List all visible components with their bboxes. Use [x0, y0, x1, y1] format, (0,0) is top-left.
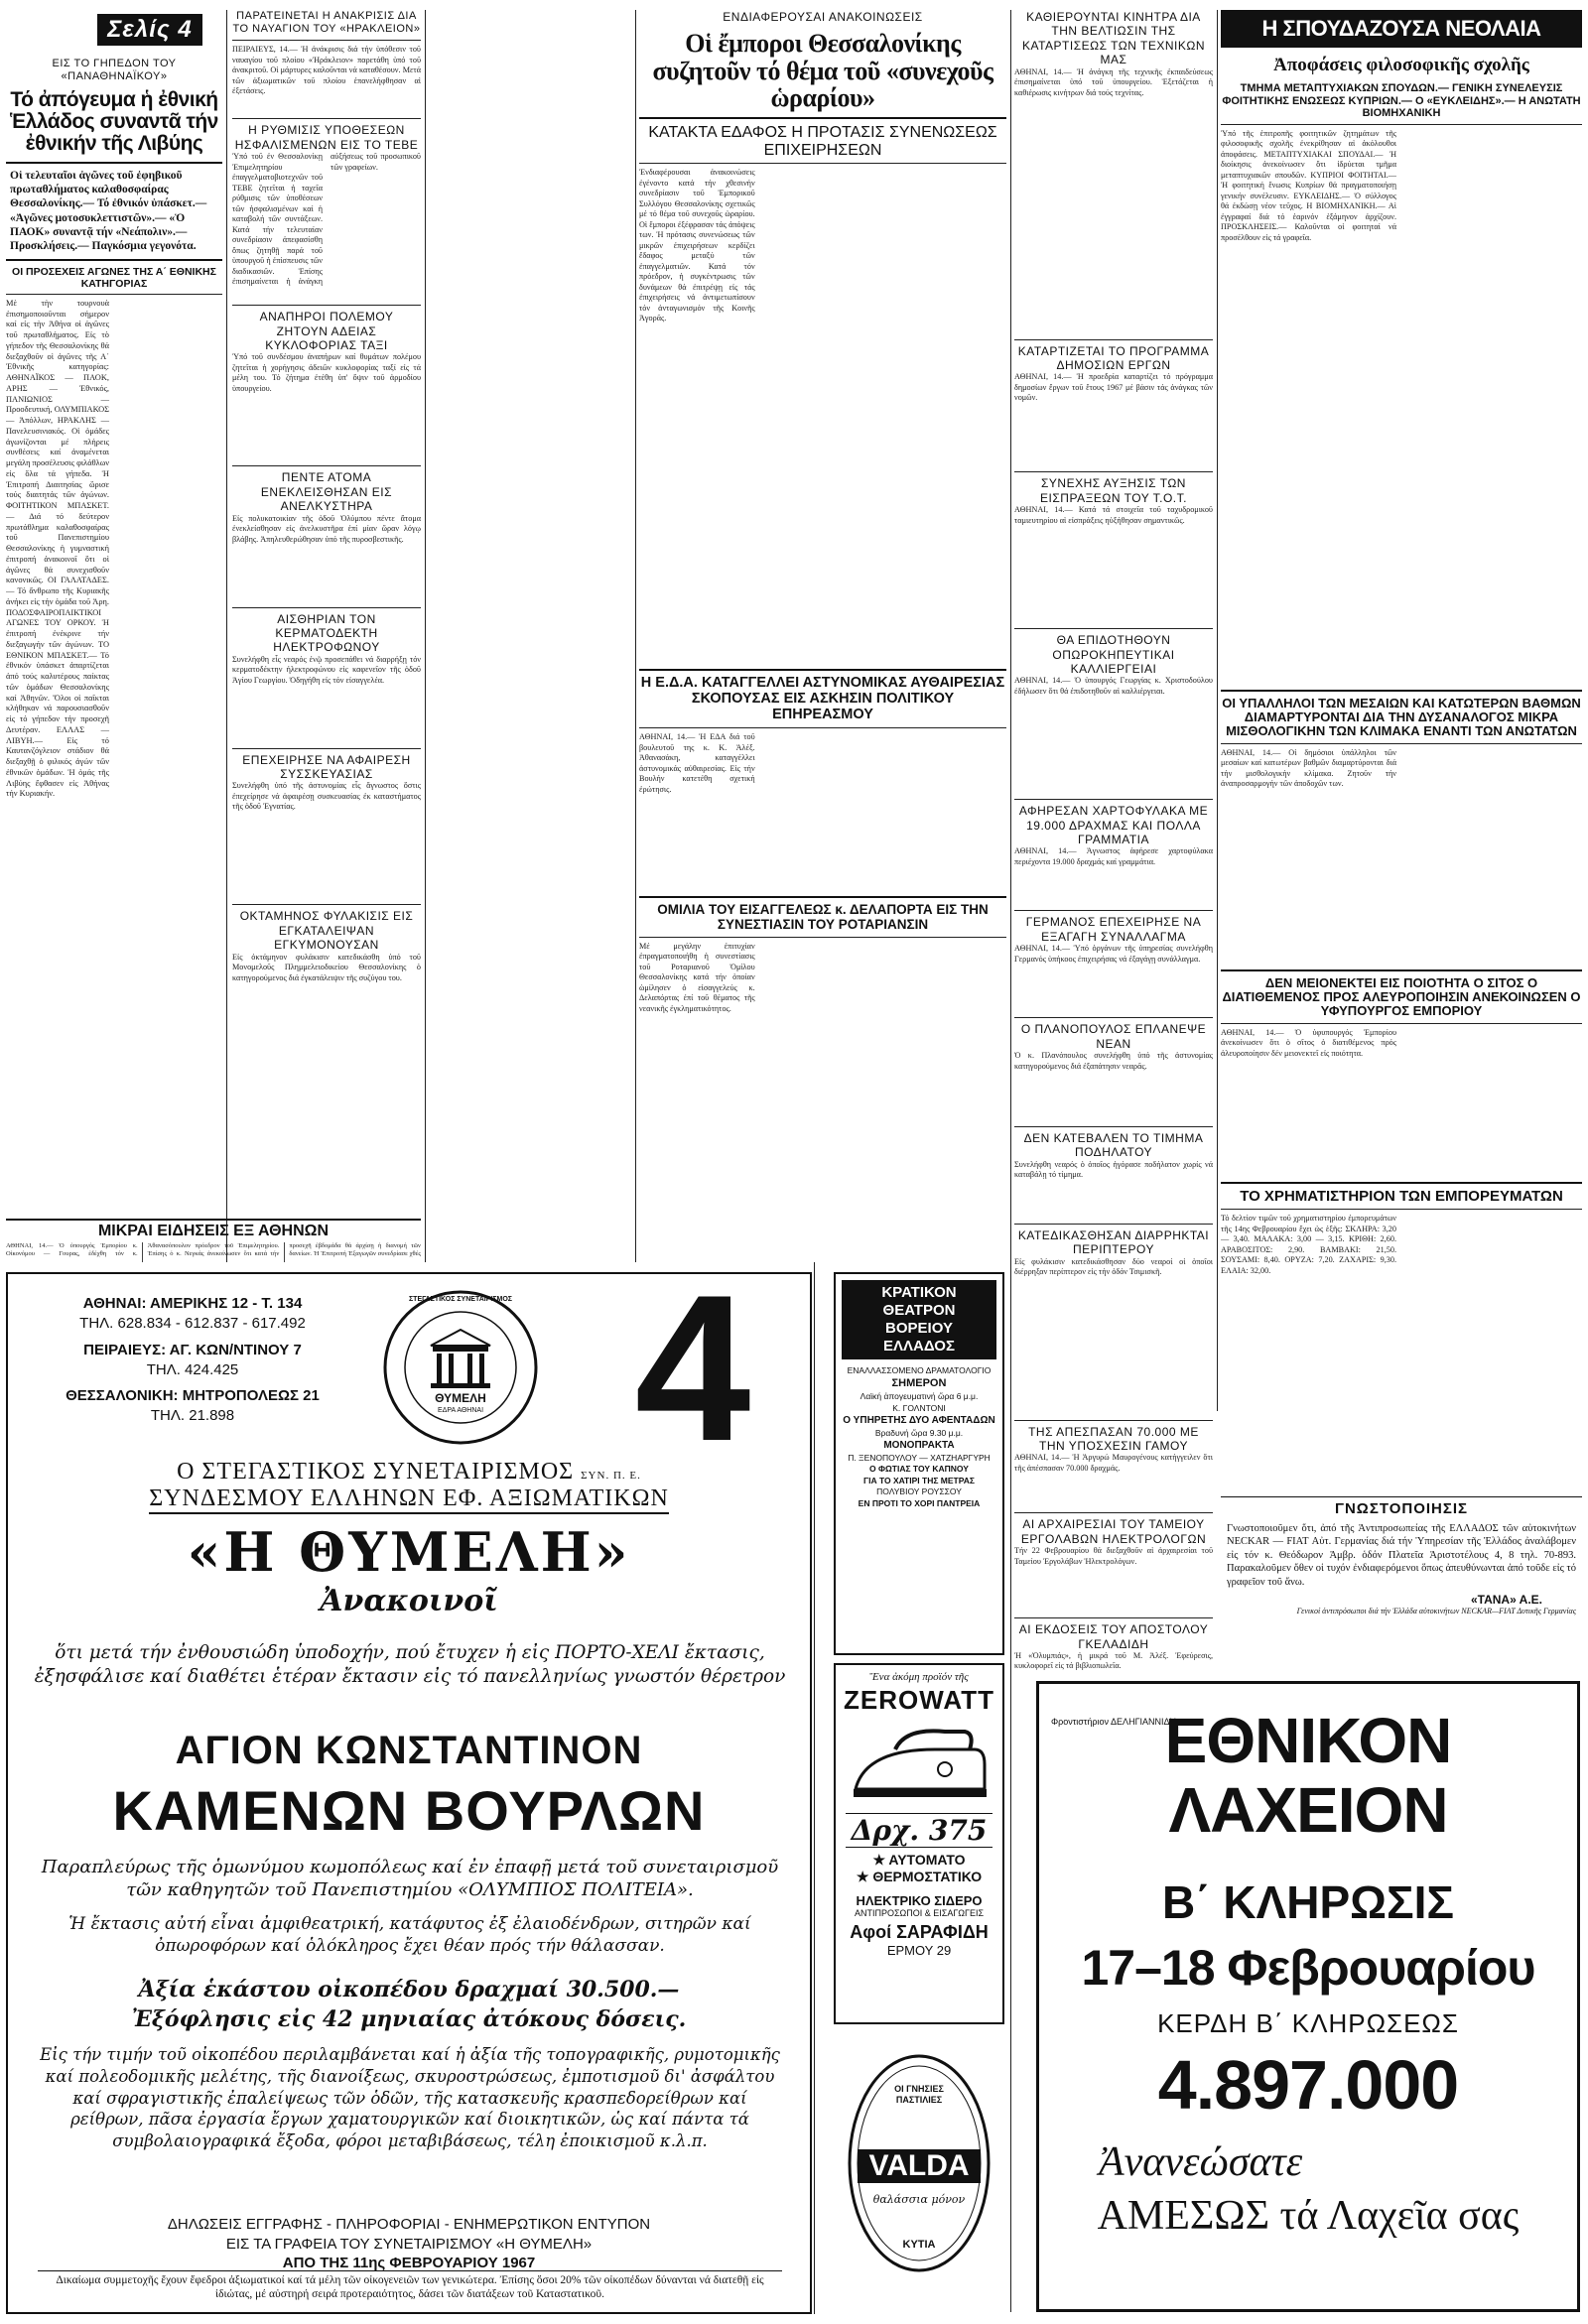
- disabled-taxi-body: Ὑπό τοῦ συνδέσμου ἀναπήρων καί θυμάτων πολέμου ζητεῖται ἡ χορήγησις ἀδειῶν κυκλοφορίας ταξί εἰς τά μέλη του. Τό ζήτημα ἐτέθη ὑπ' ὄψιν τοῦ ἁρμοδίου ὑπουργείου.: [232, 352, 421, 393]
- electricians-body: Τήν 22 Φεβρουαρίου θά διεξαχθοῦν αἱ ἀρχαιρεσίαι τοῦ Ταμείου Ἐργολάβων Ἠλεκτρολόγων.: [1014, 1546, 1213, 1566]
- ship-kicker: ΠΑΡΑΤΕΙΝΕΤΑΙ Η ΑΝΑΚΡΙΣΙΣ ΔΙΑ ΤΟ ΝΑΥΑΓΙΟΝ ΤΟΥ «ΗΡΑΚΛΕΙΟΝ»: [232, 10, 421, 36]
- marriage-body: ΑΘΗΝΑΙ, 14.— Ἡ Ἀργυρώ Μαυρογένους κατήγγειλεν ὅτι τῆς ἀπέσπασαν 70.000 δραχμάς.: [1014, 1453, 1213, 1473]
- thymeli-addr1: ΑΘΗΝΑΙ: ΑΜΕΡΙΚΗΣ 12 - Τ. 134: [82, 1295, 303, 1312]
- bicycle-headline: ΔΕΝ ΚΑΤΕΒΑΛΕΝ ΤΟ ΤΙΜΗΜΑ ΠΟΔΗΛΑΤΟΥ: [1023, 1131, 1204, 1160]
- thymeli-org1-small: ΣΥΝ. Π. Ε.: [581, 1470, 641, 1482]
- thymeli-org2: ΣΥΝΔΕΣΜΟΥ ΕΛΛΗΝΩΝ ΕΦ. ΑΞΙΩΜΑΤΙΚΩΝ: [149, 1485, 669, 1514]
- theatre-s6: Βραδυνή ὥρα 9.30 μ.μ.: [874, 1427, 964, 1438]
- theatre-ad: [834, 1272, 1004, 1655]
- merchants-subhead: ΚΑΤΑΚΤΑ ΕΔΑΦΟΣ Η ΠΡΟΤΑΣΙΣ ΣΥΝΕΝΩΣΕΩΣ ΕΠΙΧΕΙΡΗΣΕΩΝ: [648, 124, 997, 159]
- lottery-prize-label: ΚΕΡΔΗ Β΄ ΚΛΗΡΩΣΕΩΣ: [1157, 2007, 1459, 2038]
- theatre-s5: Ο ΥΠΗΡΕΤΗΣ ΔΥΟ ΑΦΕΝΤΑΔΩΝ: [843, 1415, 995, 1427]
- small-news-body: ΑΘΗΝΑΙ, 14.— Ὁ ὑπουργός Ἐμπορίου κ. Οἰκονόμου — Γουρας, ἐδέχθη τόν κ. Ἀθανασόπουλον πρόεδρον τοῦ Ἐπιμελητηρίου. Ἐπίσης ὁ κ. Νεγκάς ἀνεκοίνωσεν ὅτι κατά τήν προσεχῆ ἑβδομάδα θά ἀρχίσῃ ἡ διανομή τῶν δανείων. Ἡ Ἐπιτροπή Ἐξαγωγῶν συνεδρίασε χθές: [6, 1242, 421, 1258]
- column-rule: [814, 1262, 815, 2314]
- notice-sign-sub: Γενικοί ἀντιπρόσωποι διά τήν Ἑλλάδα αὐτοκινήτων NECKAR—FIAT Δυτικῆς Γερμανίας: [1296, 1606, 1576, 1615]
- ship-body: ΠΕΙΡΑΙΕΥΣ, 14.— Ἡ ἀνάκρισις διά τήν ὑπόθεσιν τοῦ ναυαγίου τοῦ πλοίου «Ἡράκλειον» παρετάθη ὑπό τοῦ ἀνακριτοῦ. Οἱ μάρτυρες καλοῦνται νά καταθέσουν. Μετά τῶν ἀξιωματικῶν τοῦ πλοίου ἐπανελήφθησαν αἱ ἐξετάσεις.: [232, 45, 421, 96]
- seal-top-text: ΣΤΕΓΑΣΤΙΚΟΣ ΣΥΝΕΤΑΙΡΙΣΜΟΣ: [408, 1296, 513, 1303]
- theatre-line4: ΕΛΛΑΔΟΣ: [883, 1338, 955, 1355]
- kiosk-headline: ΚΑΤΕΔΙΚΑΣΘΗΣΑΝ ΔΙΑΡΡΗΚΤΑΙ ΠΕΡΙΠΤΕΡΟΥ: [1017, 1227, 1210, 1257]
- civil-servants-headline: ΟΙ ΥΠΑΛΛΗΛΟΙ ΤΩΝ ΜΕΣΑΙΩΝ ΚΑΙ ΚΑΤΩΤΕΡΩΝ ΒΑΘΜΩΝ ΔΙΑΜΑΡΤΥΡΟΝΤΑΙ ΔΙΑ ΤΗΝ ΔΥΣΑΝΑΛΟΓΟΣ ΜΙΚΡΑ ΜΙΣΘΟΛΟΓΙΚΗΝ ΤΩΝ ΚΛΙΜΑΚΑ ΕΝΑΝΤΙ ΤΩΝ ΑΝΩΤΑΤΩΝ: [1222, 695, 1581, 739]
- subsidies-body: ΑΘΗΝΑΙ, 14.— Ὁ ὑπουργός Γεωργίας κ. Χριστοδούλου ἐδήλωσεν ὅτι θά ἐπιδοτηθοῦν αἱ καλλιέργειαι.: [1014, 676, 1213, 696]
- theatre-s3: Λαϊκή ἀπογευματινή ὥρα 6 μ.μ.: [860, 1391, 979, 1402]
- wheat-body: ΑΘΗΝΑΙ, 14.— Ὁ ὑφυπουργός Ἐμπορίου ἀνεκοίνωσεν ὅτι ὁ σῖτος ὁ διατιθέμενος πρός ἀλευροποίησιν δέν μειονεκτεῖ εἰς ποιότητα.: [1221, 1027, 1396, 1058]
- zerowatt-price: Δρχ. 375: [846, 1813, 992, 1848]
- theatre-s2: ΣΗΜΕΡΟΝ: [891, 1377, 947, 1390]
- wheat-headline: ΔΕΝ ΜΕΙΟΝΕΚΤΕΙ ΕΙΣ ΠΟΙΟΤΗΤΑ Ο ΣΙΤΟΣ Ο ΔΙΑΤΙΘΕΜΕΝΟΣ ΠΡΟΣ ΑΛΕΥΡΟΠΟΙΗΣΙΝ ΑΝΕΚΟΙΝΩΣΕΝ Ο ΥΦΥΠΟΥΡΓΟΣ ΕΜΠΟΡΙΟΥ: [1222, 974, 1581, 1019]
- students-column: [1221, 10, 1582, 1411]
- jukebox-headline: ΑΙΣΘΗΡΙΑΝ ΤΟΝ ΚΕΡΜΑΤΟΔΕΚΤΗ ΗΛΕΚΤΡΟΦΩΝΟΥ: [273, 611, 380, 655]
- thymeli-big-number: 4: [634, 1272, 751, 1485]
- notice-ad: [1221, 1496, 1582, 1650]
- tot-headline: ΣΥΝΕΧΗΣ ΑΥΞΗΣΙΣ ΤΩΝ ΕΙΣΠΡΑΞΕΩΝ ΤΟΥ Τ.Ο.Τ.: [1040, 476, 1187, 505]
- eda-headline: Η Ε.Δ.Α. ΚΑΤΑΓΓΕΛΛΕΙ ΑΣΤΥΝΟΜΙΚΑΣ ΑΥΘΑΙΡΕΣΙΑΣ ΣΚΟΠΟΥΣΑΣ ΕΙΣ ΑΣΚΗΣΙΝ ΠΟΛΙΤΙΚΟΥ ΕΠΗΡΕΑΣΜΟΥ: [640, 675, 1005, 723]
- seal-emblem-icon: [381, 1288, 540, 1447]
- students-body: Ὑπό τῆς ἐπιτροπῆς φοιτητικῶν ζητημάτων τῆς φιλοσοφικῆς σχολῆς ἐνεκρίθησαν αἱ ἀκόλουθοι ἀποφάσεις. ΜΕΤΑΠΤΥΧΙΑΚΑΙ ΣΠΟΥΔΑΙ.— Ἡ διοίκησις ἀνεκοίνωσεν ὅτι ἰδρύεται τμῆμα μεταπτυχιακῶν σπουδῶν. ΚΥΠΡΙΟΙ ΦΟΙΤΗΤΑΙ.— Ἡ φοιτητική ἕνωσις Κυπρίων θά πραγματοποιήσῃ γενικήν συνέλευσιν. ΕΥΚΛΕΙΔΗΣ.— Ὁ σύλλογος θά ἐκδώσῃ νέον τεῦχος. Η ΒΙΟΜΗΧΑΝΙΚΗ.— Αἱ ἐγγραφαί διά τό ἑαρινόν ἑξάμηνον ἀρχίζουν. ΠΡΟΣΚΛΗΣΕΙΣ.— Καλοῦνται οἱ φοιτηταί νά προσέλθουν εἰς τά γραφεῖα.: [1221, 128, 1396, 242]
- valda-top: ΟΙ ΓΝΗΣΙΕΣ ΠΑΣΤΙΛΙΕΣ: [894, 2084, 944, 2105]
- students-banner: Η ΣΠΟΥΔΑΖΟΥΣΑ ΝΕΟΛΑΙΑ: [1221, 10, 1582, 48]
- zerowatt-feat1: ★ ΑΥΤΟΜΑΤΟ: [872, 1852, 966, 1868]
- tebe-headline: Η ΡΥΘΜΙΣΙΣ ΥΠΟΘΕΣΕΩΝ ΗΣΦΑΛΙΣΜΕΝΩΝ ΕΙΣ ΤΟ ΤΕΒΕ: [234, 123, 419, 152]
- seal-name: ΘΥΜΕΛΗ: [435, 1391, 486, 1405]
- public-works-body: ΑΘΗΝΑΙ, 14.— Ἡ προεδρία καταρτίζει τό πρόγραμμα δημοσίων ἔργων τοῦ ἔτους 1967 μέ βάσιν τάς ἀνάγκας τῶν νομῶν.: [1014, 372, 1213, 403]
- zerowatt-company: Αφοί ΣΑΡΑΦΙΔΗ: [850, 1922, 989, 1942]
- small-news-headline: ΜΙΚΡΑΙ ΕΙΔΗΣΕΙΣ ΕΞ ΑΘΗΝΩΝ: [97, 1223, 330, 1239]
- valda-brand: VALDA: [868, 2149, 970, 2182]
- valda-box: ΚΥΤΙΑ: [902, 2239, 936, 2251]
- lottery-draw: Β΄ ΚΛΗΡΩΣΙΣ: [1162, 1875, 1454, 1928]
- lottery-dates: 17–18 Φεβρουαρίου: [1081, 1939, 1535, 1996]
- valda-sub: θαλάσσια μόνον: [872, 2193, 966, 2206]
- sentence-headline: ΟΚΤΑΜΗΝΟΣ ΦΥΛΑΚΙΣΙΣ ΕΙΣ ΕΓΚΑΤΑΛΕΙΨΑΝ ΕΓΚΥΜΟΝΟΥΣΑΝ: [239, 909, 414, 953]
- iron-icon: [836, 1720, 1002, 1809]
- sentence-body: Εἰς ὀκτάμηνον φυλάκισιν κατεδικάσθη ὑπό τοῦ Μονομελοῦς Πλημμελειοδικείου Θεσσαλονίκης ὁ κατηγορούμενος διά ἐγκατάλειψιν τῆς συζύγου του.: [232, 952, 421, 982]
- currency-headline: ΓΕΡΜΑΝΟΣ ΕΠΕΧΕΙΡΗΣΕ ΝΑ ΕΞΑΓΑΓΗ ΣΥΝΑΛΛΑΓΜΑ: [1025, 915, 1202, 944]
- publications-body: Ἡ «Ὀλυμπιάς», ἡ μικρά τοῦ Μ. Ἀλέξ. Ἐφεύρεσις, κυκλοφορεῖ εἰς τά βιβλιοπωλεῖα.: [1014, 1650, 1213, 1671]
- column-rule: [226, 10, 227, 1262]
- thymeli-p2: Παραπλεύρως τῆς ὁμωνύμου κωμοπόλεως καί ἐν ἐπαφῇ μετά τοῦ συνεταιρισμοῦ τῶν καθηγητῶν τοῦ Πανεπιστημίου «ΟΛΥΜΠΙΟΣ ΠΟΛΙΤΕΙΑ».: [41, 1857, 779, 1901]
- public-works-headline: ΚΑΤΑΡΤΙΖΕΤΑΙ ΤΟ ΠΡΟΓΡΑΜΜΑ ΔΗΜΟΣΙΩΝ ΕΡΓΩΝ: [1017, 343, 1210, 372]
- thymeli-addresses: [24, 1294, 361, 1427]
- section-logo: Σελίς 4: [97, 14, 201, 46]
- column-rule: [1010, 10, 1011, 2312]
- thymeli-p1: ὅτι μετά τήν ἐνθουσιώδη ὑποδοχήν, πού ἔτυχεν ἡ εἰς ΠΟΡΤΟ-ΧΕΛΙ ἔκτασις, ἐξησφάλισε καί διαθέτει ἑτέραν ἔκτασιν εἰς τό πανελληνίως γνωστόν θέρετρον: [34, 1642, 786, 1688]
- electricians-headline: ΑΙ ΑΡΧΑΙΡΕΣΙΑΙ ΤΟΥ ΤΑΜΕΙΟΥ ΕΡΓΟΛΑΒΩΝ ΗΛΕΚΤΡΟΛΟΓΩΝ: [1020, 1517, 1207, 1546]
- thymeli-announces: Ἀνακοινοῖ: [320, 1584, 498, 1618]
- thymeli-name: «Η ΘΥΜΕΛΗ»: [187, 1520, 631, 1584]
- thymeli-foot: Δικαίωμα συμμετοχῆς ἔχουν ἔφεδροι ἀξιωματικοί καί τά μέλη τῶν οἰκογενειῶν των γενικώτερα. Ἐπίσης ὅσοι 20% τῶν οἰκοπέδων δύνανται νά διατεθῇ εἰς ἰδιώτας, μέ αὐστηρή σειρά προτεραιότητος, δάσει τῶν διατάξεων τοῦ Καταστατικοῦ.: [38, 2270, 782, 2302]
- theatre-line1: ΚΡΑΤΙΚΟΝ: [881, 1284, 957, 1301]
- theft-headline: ΕΠΕΧΕΙΡΗΣΕ ΝΑ ΑΦΑΙΡΕΣΗ ΣΥΣΣΚΕΥΑΣΙΑΣ: [242, 752, 411, 782]
- thymeli-price: Ἀξία ἑκάστου οἰκοπέδου δραχμαί 30.500.—: [138, 1977, 680, 2002]
- disabled-taxi-headline: ΑΝΑΠΗΡΟΙ ΠΟΛΕΜΟΥ ΖΗΤΟΥΝ ΑΔΕΙΑΣ ΚΥΚΛΟΦΟΡΙΑΣ ΤΑΞΙ: [259, 310, 394, 352]
- commodities-body: Τό δελτίον τιμῶν τοῦ χρηματιστηρίου ἐμπορευμάτων τῆς 14ης Φεβρουαρίου ἔχει ὡς ἑξῆς: ΣΚΛΗΡΑ: 3,20 — 3,40. ΜΑΛΑΚΑ: 3,00 — 3,15. ΚΡΙΘΗ: 2,60. ΑΡΑΒΟΣΙΤΟΣ: 2,90. ΒΑΜΒΑΚΙ: 21,50. ΣΟΥΣΑΜΙ: 8,40. ΟΡΥΖΑ: 7,20. ΖΑΧΑΡΙΣ: 9,30. ΕΛΑΙΑ: 32,00.: [1221, 1214, 1396, 1275]
- theatre-s8: Π. ΞΕΝΟΠΟΥΛΟΥ — ΧΑΤΖΗΑΡΓΥΡΗ: [848, 1452, 991, 1463]
- short-news-column: [232, 10, 421, 1262]
- technicians-headline: ΚΑΘΙΕΡΟΥΝΤΑΙ ΚΙΝΗΤΡΑ ΔΙΑ ΤΗΝ ΒΕΛΤΙΩΣΙΝ ΤΗΣ ΚΑΤΑΡΤΙΣΕΩΣ ΤΩΝ ΤΕΧΝΙΚΩΝ ΜΑΣ: [1021, 10, 1205, 67]
- thymeli-addr3: ΠΕΙΡΑΙΕΥΣ: ΑΓ. ΚΩΝ/ΝΤΙΝΟΥ 7: [83, 1341, 302, 1358]
- sports-kicker: ΕΙΣ ΤΟ ΓΗΠΕΔΟΝ ΤΟΥ «ΠΑΝΑΘΗΝΑΪΚΟΥ»: [52, 58, 177, 83]
- small-news-body-wrap: [6, 1242, 421, 1262]
- elevator-headline: ΠΕΝΤΕ ΑΤΟΜΑ ΕΝΕΚΛΕΙΣΘΗΣΑΝ ΕΙΣ ΑΝΕΛΚΥΣΤΗΡΑ: [260, 470, 393, 514]
- commodities-headline: ΤΟ ΧΡΗΜΑΤΙΣΤΗΡΙΟΝ ΤΩΝ ΕΜΠΟΡΕΥΜΑΤΩΝ: [1240, 1187, 1563, 1205]
- lottery-prize: 4.897.000: [1157, 2045, 1459, 2124]
- theft-body: Συνελήφθη ὑπό τῆς ἀστυνομίας εἷς ἄγνωστος ὅστις ἐπεχείρησε νά ἀφαιρέσῃ συσκευασίας ἐκ καταστήματος τῆς ὁδοῦ Ἐγνατίας.: [232, 781, 421, 812]
- briefcase-headline: ΑΦΗΡΕΣΑΝ ΧΑΡΤΟΦΥΛΑΚΑ ΜΕ 19.000 ΔΡΑΧΜΑΣ ΚΑΙ ΠΟΛΛΑ ΓΡΑΜΜΑΤΙΑ: [1018, 804, 1209, 847]
- thymeli-place2: ΚΑΜΕΝΩΝ ΒΟΥΡΛΩΝ: [112, 1779, 706, 1842]
- rotary-headline: ΟΜΙΛΙΑ ΤΟΥ ΕΙΣΑΓΓΕΛΕΩΣ κ. ΔΕΛΑΠΟΡΤΑ ΕΙΣ ΤΗΝ ΣΥΝΕΣΤΙΑΣΙΝ ΤΟΥ ΡΟΤΑΡΙΑΝΣΙΝ: [657, 902, 989, 933]
- sports-main: [6, 58, 222, 1258]
- students-subhead: ΤΜΗΜΑ ΜΕΤΑΠΤΥΧΙΑΚΩΝ ΣΠΟΥΔΩΝ.— ΓΕΝΙΚΗ ΣΥΝΕΛΕΥΣΙΣ ΦΟΙΤΗΤΙΚΗΣ ΕΝΩΣΕΩΣ ΚΥΠΡΙΩΝ.— Ο «ΕΥΚΛΕΙΔΗΣ».— Η ΑΝΩΤΑΤΗ ΒΙΟΜΗΧΑΝΙΚΗ: [1222, 81, 1581, 120]
- zerowatt-ad: [834, 1663, 1004, 2024]
- merchants-kicker: ΕΝΔΙΑΦΕΡΟΥΣΑΙ ΑΝΑΚΟΙΝΩΣΕΙΣ: [723, 10, 923, 24]
- zerowatt-tag: Ἕνα ἀκόμη προϊόν τῆς: [869, 1671, 969, 1683]
- thymeli-addr6: ΤΗΛ. 21.898: [150, 1407, 235, 1425]
- theatre-s4: Κ. ΓΟΛΝΤΟΝΙ: [892, 1402, 946, 1413]
- merchants-column: [639, 10, 1006, 1262]
- marriage-headline: ΤΗΣ ΑΠΕΣΠΑΣΑΝ 70.000 ΜΕ ΤΗΝ ΥΠΟΣΧΕΣΙΝ ΓΑΜΟΥ: [1028, 1424, 1199, 1453]
- zerowatt-product: ΗΛΕΚΤΡΙΚΟ ΣΙΔΕΡΟ: [856, 1893, 983, 1908]
- thymeli-p4: Εἰς τήν τιμήν τοῦ οἰκοπέδου περιλαμβάνεται καί ἡ ἀξία τῆς τοπογραφικῆς, ρυμοτομικῆς καί πολεοδομικῆς μελέτης, τῆς διανοίξεως, σκυροστρώσεως, ἐμποτισμοῦ δι' ἀσφάλτου καί σφραγιστικῆς ἐπαλείψεως τῶν ὁδῶν, τῆς κατασκευῆς κρασπεδορείθρων καί ρείθρων, πᾶσα ἐργασία ἔργων χαματουργικῶν καί διοικητικῶν, ὡς καί πάντα τά συμβολαιογραφικά ἔξοδα, φόροι μεταβιβάσεως, τέλη ἐποικισμοῦ κ.λ.π.: [40, 2045, 780, 2151]
- thymeli-decl2: ΕΙΣ ΤΑ ΓΡΑΦΕΙΑ ΤΟΥ ΣΥΝΕΤΑΙΡΙΣΜΟΥ «Η ΘΥΜΕΛΗ»: [225, 2235, 593, 2253]
- publications-headline: ΑΙ ΕΚΔΟΣΕΙΣ ΤΟΥ ΑΠΟΣΤΟΛΟΥ ΓΚΕΛΑΔΙΔΗ: [1018, 1622, 1209, 1651]
- currency-body: ΑΘΗΝΑΙ, 14.— Ὑπό ὀργάνων τῆς ὑπηρεσίας συνελήφθη Γερμανός ὑπήκοος ἐπιχειρήσας νά ἐξαγάγῃ συνάλλαγμα.: [1014, 944, 1213, 964]
- bicycle-body: Συνελήφθη νεαρός ὁ ὁποῖος ἠγόρασε ποδήλατον χωρίς νά καταβάλῃ τό τίμημα.: [1014, 1159, 1213, 1180]
- zerowatt-feat2: ★ ΘΕΡΜΟΣΤΑΤΙΚΟ: [856, 1869, 983, 1884]
- zerowatt-brand: ZEROWATT: [844, 1685, 994, 1715]
- thymeli-decl3: ΑΠΟ ΤΗΣ 11ης ΦΕΒΡΟΥΑΡΙΟΥ 1967: [282, 2255, 536, 2271]
- thymeli-addr2: ΤΗΛ. 628.834 - 612.837 - 617.492: [79, 1315, 306, 1333]
- theatre-s1: ΕΝΑΛΛΑΣΣΟΜΕΝΟ ΔΡΑΜΑΤΟΛΟΓΙΟ: [847, 1365, 992, 1375]
- zerowatt-reps: ΑΝΤΙΠΡΟΣΩΠΟΙ & ΕΙΣΑΓΩΓΕΙΣ: [854, 1908, 985, 1918]
- sports-subhead: ΟΙ ΠΡΟΣΕΧΕΙΣ ΑΓΩΝΕΣ ΤΗΣ Α΄ ΕΘΝΙΚΗΣ ΚΑΤΗΓΟΡΙΑΣ: [12, 265, 216, 290]
- thymeli-p3: Ἡ ἔκτασις αὐτή εἶναι ἀμφιθεατρική, κατάφυτος ἐξ ἐλαιοδένδρων, σιτηρῶν καί ὀπωροφόρων καί ὁλόκληρος ἔχει θέαν πρός τήν θάλασσαν.: [68, 1914, 751, 1957]
- lottery-cta1: Ἀνανεώσατε: [1099, 2138, 1303, 2185]
- merchants-body: Ἐνδιαφέρουσαι ἀνακοινώσεις ἐγένοντο κατά τήν χθεσινήν συνεδρίασιν τοῦ Ἐμπορικοῦ Συλλόγου Θεσσαλονίκης σχετικῶς μέ τό θέμα τοῦ συνεχοῦς ὡραρίου. Οἱ ἔμποροι ἐξέφρασαν τάς ἀπόψεις των. Ἡ πρότασις συνενώσεως τῶν μικρῶν ἐπιχειρήσεων κερδίζει ἔδαφος μεταξύ τῶν ἐπαγγελματιῶν. Κατά τόν πρόεδρον, ἡ συγκέντρωσις τῶν δυνάμεων θά ἐπιτρέψῃ εἰς τάς ἐπιχειρήσεις νά ἀντιμετωπίσουν τόν ἀνταγωνισμόν τῆς Κοινῆς Ἀγορᾶς.: [639, 168, 755, 323]
- kiosk-body: Εἰς φυλάκισιν κατεδικάσθησαν δύο νεαροί οἱ ὁποῖοι διέρρηξαν περίπτερον εἰς τήν ὁδόν Τσιμισκῆ.: [1014, 1256, 1213, 1277]
- lottery-cta2: ΑΜΕΣΩΣ τά Λαχεῖα σας: [1097, 2192, 1520, 2239]
- thymeli-org: [8, 1459, 810, 1618]
- jukebox-body: Συνελήφθη εἷς νεαρός ἐνῷ προσεπάθει νά διαρρήξῃ τόν κερματοδέκτην ἠλεκτροφώνου εἰς καφενεῖον τῆς ὁδοῦ Ἁγίου Γεωργίου. Ὁδηγήθη εἰς τόν εἰσαγγελέα.: [232, 654, 421, 685]
- thymeli-org1: Ο ΣΤΕΓΑΣΤΙΚΟΣ ΣΥΝΕΤΑΙΡΙΣΜΟΣ: [177, 1459, 575, 1485]
- thymeli-seal: [381, 1288, 540, 1447]
- valda-ad: [834, 2044, 1004, 2282]
- theatre-s7: ΜΟΝΟΠΡΑΚΤΑ: [883, 1440, 955, 1452]
- lottery-ad: [1036, 1681, 1580, 2312]
- thymeli-addr4: ΤΗΛ. 424.425: [146, 1360, 239, 1378]
- thymeli-pay: Ἐξόφλησις εἰς 42 μηνιαίας ἀτόκους δόσεις.: [131, 2006, 687, 2032]
- notice-sign: «ΤΑΝΑ» Α.Ε.: [1470, 1592, 1542, 1607]
- planopoulos-headline: Ο ΠΛΑΝΟΠΟΥΛΟΣ ΕΠΛΑΝΕΨΕ ΝΕΑΝ: [1020, 1022, 1207, 1051]
- tot-body: ΑΘΗΝΑΙ, 14.— Κατά τά στοιχεῖα τοῦ ταχυδρομικοῦ ταμιευτηρίου αἱ εἰσπράξεις ηὐξήθησαν σημαντικῶς.: [1014, 505, 1213, 525]
- rotary-body: Μέ μεγάλην ἐπιτυχίαν ἐπραγματοποιήθη ἡ συνεστίασις τοῦ Ροταριανοῦ Ὁμίλου Θεσσαλονίκης κατά τήν ὁποίαν ὡμίλησεν ὁ εἰσαγγελεύς κ. Δελαπόρτας ἐπί τοῦ θέματος τῆς νεανικῆς ἐγκληματικότητος.: [639, 941, 755, 1013]
- thymeli-place1: ΑΓΙΟΝ ΚΩΝΣΤΑΝΤΙΝΟΝ: [175, 1729, 643, 1772]
- column-rule: [425, 10, 426, 1262]
- planopoulos-body: Ὁ κ. Πλανόπουλος συνελήφθη ὑπό τῆς ἀστυνομίας κατηγορούμενος διά ἐξαπάτησιν νεαρᾶς.: [1014, 1051, 1213, 1071]
- seal-bottom-text: ΕΔΡΑ ΑΘΗΝΑΙ: [437, 1407, 484, 1414]
- civil-servants-body: ΑΘΗΝΑΙ, 14.— Οἱ δημόσιοι ὑπάλληλοι τῶν μεσαίων καί κατωτέρων βαθμῶν διαμαρτύρονται διά τήν μισθολογικήν κλίμακα. Ζητοῦν τήν ἀναπροσαρμογήν τῶν ἀποδοχῶν των.: [1221, 747, 1396, 789]
- thymeli-declarations: [8, 2215, 810, 2273]
- theatre-line3: ΒΟΡΕΙΟΥ: [885, 1320, 953, 1337]
- merchants-headline: Οἱ ἔμποροι Θεσσαλονίκης συζητοῦν τό θέμα τοῦ «συνεχοῦς ὡραρίου»: [652, 29, 993, 112]
- theatre-s9: Ο ΦΩΤΙΑΣ ΤΟΥ ΚΑΠΝΟΥ: [869, 1464, 969, 1475]
- subsidies-headline: ΘΑ ΕΠΙΔΟΤΗΘΟΥΝ ΟΠΩΡΟΚΗΠΕΥΤΙΚΑΙ ΚΑΛΛΙΕΡΓΕΙΑΙ: [1052, 633, 1175, 676]
- column-rule: [1217, 10, 1218, 1411]
- eda-body: ΑΘΗΝΑΙ, 14.— Ἡ ΕΔΑ διά τοῦ βουλευτοῦ της κ. Κ. Ἀλέξ. Ἀθανασάκη, καταγγέλλει ἀστυνομικάς αὐθαιρεσίας. Εἰς τήν Βουλήν κατετέθη σχετική ἐρώτησις.: [639, 732, 755, 794]
- sports-deck: Οἱ τελευταῖοι ἀγῶνες τοῦ ἐφηβικοῦ πρωταθλήματος καλαθοσφαίρας Θεσσαλονίκης.— Τό ἐθνικόν ὑπάσκετ.— «Ἀγῶνες μοτοσυκλεττιστῶν».— «Ὁ ΠΑΟΚ» συναντᾷ τήν «Νεάπολιν».— Προσκλήσεις.— Παγκόσμια γεγονότα.: [10, 169, 207, 253]
- thymeli-ad: [6, 1272, 812, 2314]
- students-headline: Ἀποφάσεις φιλοσοφικῆς σχολῆς: [1273, 55, 1529, 75]
- zerowatt-address: ΕΡΜΟΥ 29: [886, 1943, 952, 1958]
- briefcase-body: ΑΘΗΝΑΙ, 14.— Ἀγνωστος ἀφήρεσε χαρτοφύλακα περιέχοντα 19.000 δραχμάς καί γραμμάτια.: [1014, 846, 1213, 866]
- tebe-body: Ὑπό τοῦ ἐν Θεσσαλονίκῃ Ἐπιμελητηρίου ἐπαγγελματοβιοτεχνῶν τοῦ ΤΕΒΕ ζητεῖται ἡ ταχεῖα ρύθμισις τῶν ὑποθέσεων τῶν ἠσφαλισμένων καί ἡ καταβολή τῶν συντάξεων. Κατά τήν τελευταίαν συνεδρίασιν ἀπεφασίσθη ὅπως ζητηθῇ παρά τοῦ ὑπουργοῦ ἡ ἐπίσπευσις τῶν διαδικασιῶν. Ἐπίσης ἐπισημαίνεται ἡ ἀνάγκη αὐξήσεως τοῦ προσωπικοῦ τῶν γραφείων.: [232, 152, 421, 287]
- lottery-title: ΕΘΝΙΚΟΝ ΛΑΧΕΙΟΝ: [1164, 1705, 1452, 1847]
- notice-title: ΓΝΩΣΤΟΠΟΙΗΣΙΣ: [1334, 1500, 1469, 1517]
- technicians-body: ΑΘΗΝΑΙ, 14.— Ἡ ἀνάγκη τῆς τεχνικῆς ἐκπαιδεύσεως ἐπισημαίνεται ὑπό τοῦ ὑπουργείου. Ἐξετάζεται ἡ καθιέρωσις κινήτρων διά τούς τεχνίτας.: [1014, 66, 1213, 97]
- theatre-line2: ΘΕΑΤΡΟΝ: [882, 1302, 956, 1319]
- notice-text: Γνωστοποιοῦμεν ὅτι, ἀπό τῆς Ἀντιπροσωπείας τῆς ΕΛΛΑΔΟΣ τῶν αὐτοκινήτων NECKAR — FIAT Αὐτ. Γερμανίας διά τήν Ὑπηρεσίαν τῆς Ἐλλάδος ἀναλάβομεν εἰς τόν κ. Θεόδωρον Ἀμβρ. ὁδόν Πλατεῖα Ἀριστοτέλους 4, 8 τηλ. 70-893. Παρακαλοῦμεν ὅθεν οἱ τυχόν ἐνδιαφερόμενοι ὅπως ἀπευθύνωνται ἀπό τοῦδε εἰς τό γραφεῖον τοῦ ἄνω.: [1227, 1522, 1576, 1589]
- sports-headline: Τό ἀπόγευμα ἡ ἐθνική Ἑλλάδος συναντᾶ τήν ἐθνικήν τῆς Λιβύης: [10, 88, 218, 156]
- thymeli-decl1: ΔΗΛΩΣΕΙΣ ΕΓΓΡΑΦΗΣ - ΠΛΗΡΟΦΟΡΙΑΙ - ΕΝΗΜΕΡΩΤΙΚΟΝ ΕΝΤΥΠΟΝ: [167, 2216, 651, 2233]
- elevator-body: Εἰς πολυκατοικίαν τῆς ὁδοῦ Ὀλύμπου πέντε ἄτομα ἐνεκλείσθησαν εἰς ἀνελκυστῆρα ἐπί μίαν ὥραν λόγῳ βλάβης. Ἀπηλευθερώθησαν ὑπό τῆς πυροσβεστικῆς.: [232, 513, 421, 544]
- column-rule: [635, 10, 636, 1262]
- theatre-s12: ΕΝ ΠΡΟΤΙ ΤΟ ΧΟΡΙ ΠΑΝΤΡΕΙΑ: [858, 1497, 981, 1508]
- theatre-s11: ΠΟΛΥΒΙΟΥ ΡΟΥΣΣΟΥ: [876, 1486, 962, 1497]
- thymeli-addr5: ΘΕΣΣΑΛΟΝΙΚΗ: ΜΗΤΡΟΠΟΛΕΩΣ 21: [66, 1387, 320, 1404]
- sports-body: Μὲ τὴν τουρνουὰ ἐπισημοποιοῦνται σήμερον καί εἰς τὴν Ἀθήνα οἱ ἀγῶνες τοῦ πρωταθλήματος. Εἰς τὸ γήπεδον τῆς Θεσσαλονίκης θά διεξαχθοῦν οἱ ἀγῶνες τῆς Α΄ Ἐθνικῆς κατηγορίας: ΑΘΗΝΑΪΚΟΣ — ΠΑΟΚ, ΑΡΗΣ — Ἐθνικός, ΠΑΝΙΩΝΙΟΣ — Προοδευτική, ΟΛΥΜΠΙΑΚΟΣ — Ἀπόλλων, ΗΡΑΚΛΗΣ — Πανελευσινιακός. Οἱ ὁμάδες ἀγωνίζονται μέ πλήρεις συνθέσεις καί ἀναμένεται μεγάλη προσέλευσις φιλάθλων εἰς ὅλα τά γήπεδα. Ἡ Ἐπιτροπή Διαιτησίας ὥρισε τούς διαιτητάς τῶν ἀγώνων. ΦΟΙΤΗΤΙΚΟΝ ΜΠΑΣΚΕΤ.— Διά τό δεύτερον πρωτάθλημα καλαθοσφαίρας τοῦ Πανεπιστημίου Θεσσαλονίκης ἡ γυμναστική ἐπιτροπή ἀνακοινοῖ ὅτι οἱ ἀγῶνες θά συνεχισθοῦν κανονικῶς. ΟΙ ΓΑΛΑΤΑΔΕΣ.— Τό ἄνθρωπο τῆς Κυριακῆς ἀνήκει εἰς τήν ὁμάδα τοῦ Ἀρη. ΠΟΔΟΣΦΑΙΡΟΠΑΙΚΤΙΚΟΙ ΑΓΩΝΕΣ ΤΟΥ ΟΡΚΟΥ. Ἡ ἐπιτροπή ἐνέκρινε τήν διεξαγωγήν τῶν ἀγώνων. ΤΟ ΕΘΝΙΚΟΝ ΜΠΑΣΚΕΤ.— Τό ἐθνικόν ὑπάσκετ ἀπαρτίζεται ἀπό τούς καλυτέρους παίκτας τῶν ὁμάδων Θεσσαλονίκης καί Ἀθηνῶν. Ὅλοι οἱ παῖκται κλήθηκαν νά παρουσιασθοῦν εἰς τό γήπεδον τήν προσεχῆ Δευτέραν. ΕΛΛΑΣ — ΛΙΒΥΗ.— Εἰς τό Καυτανζόγλειον στάδιον θά διεξαχθῇ ὁ φιλικός ἀγών τῶν ἐθνικῶν ὁμάδων. Ἡ ὁμάς τῆς Λιβύης ἔφθασεν εἰς Ἀθήνας τήν Κυριακήν.: [6, 298, 109, 799]
- theatre-s10: ΓΙΑ ΤΟ ΧΑΤΙΡΙ ΤΗΣ ΜΕΤΡΑΣ: [862, 1475, 976, 1485]
- tutoring-credit: Φροντιστήριον ΔΕΛΗΓΙΑΝΝΙΔΗ: [1050, 1716, 1177, 1727]
